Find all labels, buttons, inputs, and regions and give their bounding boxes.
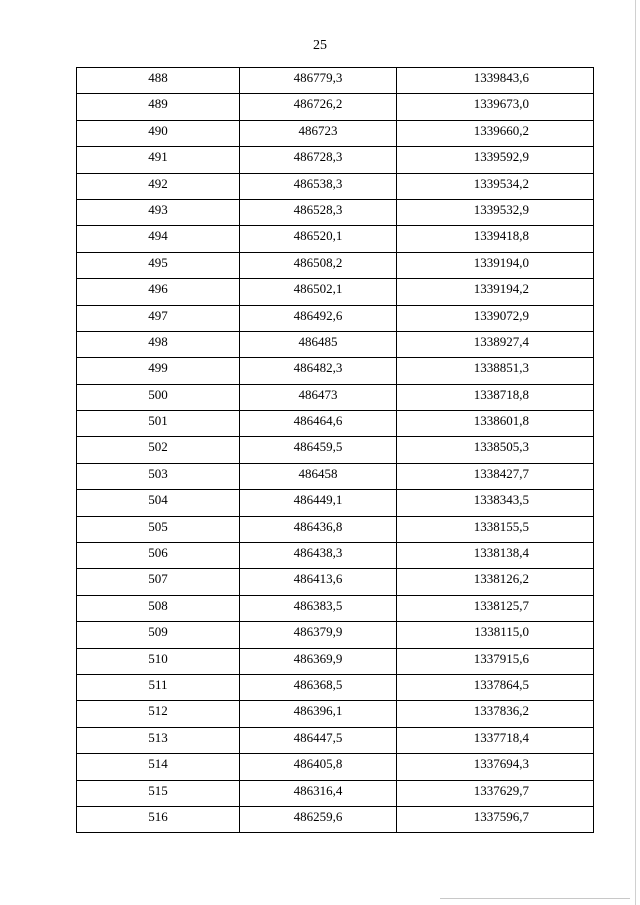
table-row [77,279,594,305]
point-number-cell: 494 [77,226,240,252]
page-number: 25 [313,38,327,53]
y-coordinate-cell: 1339660,2 [397,120,594,146]
table-body [77,68,594,833]
table-row [77,543,594,569]
table-row [77,806,594,832]
y-coordinate-cell: 1339194,0 [397,252,594,278]
table-row [77,94,594,120]
x-coordinate-cell: 486259,6 [240,806,397,832]
point-number-cell: 506 [77,543,240,569]
x-coordinate-cell: 486502,1 [240,279,397,305]
x-coordinate-cell: 486379,9 [240,622,397,648]
point-number-cell: 512 [77,701,240,727]
y-coordinate-cell: 1338115,0 [397,622,594,648]
point-number-cell: 495 [77,252,240,278]
x-coordinate-cell: 486459,5 [240,437,397,463]
x-coordinate-cell: 486482,3 [240,358,397,384]
y-coordinate-cell: 1338927,4 [397,331,594,357]
x-coordinate-cell: 486726,2 [240,94,397,120]
point-number-cell: 488 [77,68,240,94]
table-row [77,68,594,94]
y-coordinate-cell: 1338138,4 [397,543,594,569]
point-number-cell: 501 [77,411,240,437]
x-coordinate-cell: 486723 [240,120,397,146]
point-number-cell: 490 [77,120,240,146]
y-coordinate-cell: 1339072,9 [397,305,594,331]
table-row [77,305,594,331]
x-coordinate-cell: 486396,1 [240,701,397,727]
x-coordinate-cell: 486485 [240,331,397,357]
point-number-cell: 502 [77,437,240,463]
x-coordinate-cell: 486458 [240,463,397,489]
x-coordinate-cell: 486405,8 [240,754,397,780]
y-coordinate-cell: 1339592,9 [397,147,594,173]
x-coordinate-cell: 486383,5 [240,595,397,621]
table-row [77,199,594,225]
table-row [77,173,594,199]
scan-edge-bottom [440,898,630,899]
x-coordinate-cell: 486473 [240,384,397,410]
table-row [77,490,594,516]
coordinates-table [76,67,594,833]
point-number-cell: 491 [77,147,240,173]
table-row [77,226,594,252]
y-coordinate-cell: 1337864,5 [397,674,594,700]
point-number-cell: 504 [77,490,240,516]
point-number-cell: 510 [77,648,240,674]
y-coordinate-cell: 1338718,8 [397,384,594,410]
y-coordinate-cell: 1339194,2 [397,279,594,305]
point-number-cell: 505 [77,516,240,542]
table-row [77,754,594,780]
x-coordinate-cell: 486449,1 [240,490,397,516]
table-row [77,358,594,384]
table-row [77,516,594,542]
point-number-cell: 514 [77,754,240,780]
x-coordinate-cell: 486508,2 [240,252,397,278]
x-coordinate-cell: 486368,5 [240,674,397,700]
table-row [77,569,594,595]
y-coordinate-cell: 1338155,5 [397,516,594,542]
x-coordinate-cell: 486316,4 [240,780,397,806]
point-number-cell: 496 [77,279,240,305]
x-coordinate-cell: 486436,8 [240,516,397,542]
table-row [77,674,594,700]
point-number-cell: 500 [77,384,240,410]
y-coordinate-cell: 1339532,9 [397,199,594,225]
table-row [77,622,594,648]
point-number-cell: 515 [77,780,240,806]
y-coordinate-cell: 1338427,7 [397,463,594,489]
point-number-cell: 497 [77,305,240,331]
table-row [77,252,594,278]
point-number-cell: 492 [77,173,240,199]
table-row [77,780,594,806]
y-coordinate-cell: 1339673,0 [397,94,594,120]
point-number-cell: 513 [77,727,240,753]
table-row [77,595,594,621]
y-coordinate-cell: 1337629,7 [397,780,594,806]
y-coordinate-cell: 1339843,6 [397,68,594,94]
point-number-cell: 511 [77,674,240,700]
table-row [77,147,594,173]
y-coordinate-cell: 1338125,7 [397,595,594,621]
point-number-cell: 508 [77,595,240,621]
y-coordinate-cell: 1338851,3 [397,358,594,384]
table-row [77,437,594,463]
point-number-cell: 516 [77,806,240,832]
y-coordinate-cell: 1337718,4 [397,727,594,753]
y-coordinate-cell: 1339534,2 [397,173,594,199]
table-row [77,384,594,410]
point-number-cell: 499 [77,358,240,384]
table-row [77,411,594,437]
point-number-cell: 493 [77,199,240,225]
x-coordinate-cell: 486538,3 [240,173,397,199]
x-coordinate-cell: 486728,3 [240,147,397,173]
y-coordinate-cell: 1337836,2 [397,701,594,727]
table-row [77,701,594,727]
point-number-cell: 509 [77,622,240,648]
y-coordinate-cell: 1337694,3 [397,754,594,780]
scan-edge-right [635,0,636,905]
y-coordinate-cell: 1337596,7 [397,806,594,832]
table-row [77,331,594,357]
x-coordinate-cell: 486492,6 [240,305,397,331]
x-coordinate-cell: 486520,1 [240,226,397,252]
x-coordinate-cell: 486528,3 [240,199,397,225]
point-number-cell: 489 [77,94,240,120]
y-coordinate-cell: 1338505,3 [397,437,594,463]
table-row [77,120,594,146]
table-row [77,727,594,753]
x-coordinate-cell: 486438,3 [240,543,397,569]
point-number-cell: 498 [77,331,240,357]
x-coordinate-cell: 486413,6 [240,569,397,595]
table-row [77,648,594,674]
y-coordinate-cell: 1338343,5 [397,490,594,516]
y-coordinate-cell: 1338126,2 [397,569,594,595]
x-coordinate-cell: 486464,6 [240,411,397,437]
point-number-cell: 503 [77,463,240,489]
x-coordinate-cell: 486369,9 [240,648,397,674]
point-number-cell: 507 [77,569,240,595]
y-coordinate-cell: 1339418,8 [397,226,594,252]
y-coordinate-cell: 1337915,6 [397,648,594,674]
x-coordinate-cell: 486447,5 [240,727,397,753]
x-coordinate-cell: 486779,3 [240,68,397,94]
table-row [77,463,594,489]
y-coordinate-cell: 1338601,8 [397,411,594,437]
